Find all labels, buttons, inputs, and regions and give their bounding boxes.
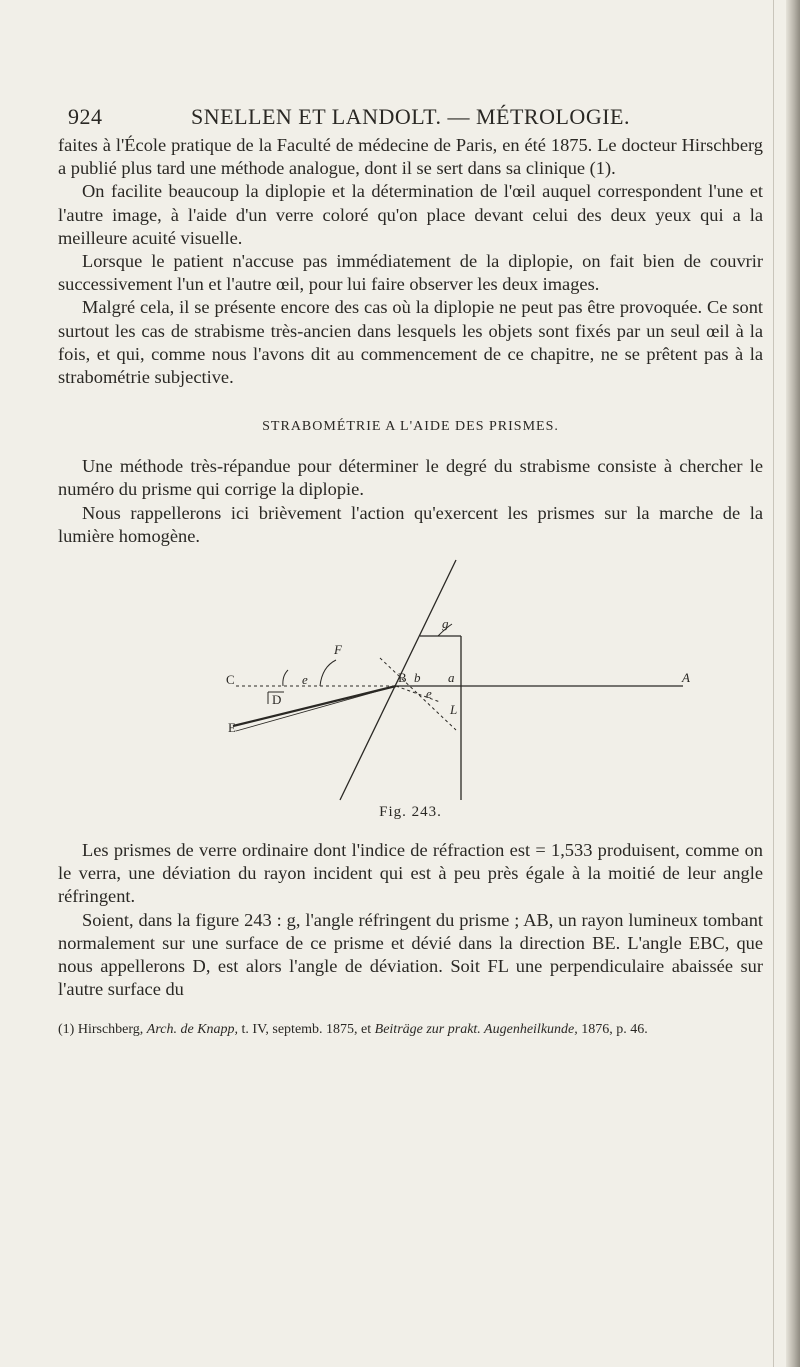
figure-caption: Fig. 243. — [379, 804, 442, 821]
section-title: STRABOMÉTRIE A L'AIDE DES PRISMES. — [262, 419, 559, 435]
paragraph: Soient, dans la figure 243 : g, l'angle réfringent du prisme ; AB, un rayon lumineux tombant normalement sur une surface de ce prisme et dévié dans la direction BE. L'angle EBC, que nous appellerons D, est alors l'angle de déviation. Soit FL une perpendiculaire abaissée sur l'autre surface du — [58, 909, 763, 1000]
paragraph: Malgré cela, il se présente encore des cas où la diplopie ne peut pas être provoquée. Ce sont surtout les cas de strabisme très-ancien dans lesquels les objets sont fixés par un seul œil à la fois, et qui, comme nous l'avons dit au commencement de ce chapitre, ne se prêtent pas à la strabométrie subjective. — [58, 297, 763, 388]
ray-be-thin — [236, 686, 396, 731]
line-e — [396, 686, 440, 702]
footnote-journal2: Beiträge zur prakt. Augenheilkunde, — [374, 1022, 578, 1038]
label-e-left: e — [302, 672, 308, 688]
label-b-lower: b — [414, 670, 421, 686]
paragraph: Les prismes de verre ordinaire dont l'indice de réfraction est = 1,533 produisent, comme on le verra, une déviation du rayon incident qui est à peu près égale à la moitié de leur angle réfringent. — [58, 840, 763, 907]
page — [58, 100, 763, 1038]
running-title: SNELLEN ET LANDOLT. — MÉTROLOGIE. — [191, 104, 630, 129]
label-l: L — [450, 702, 458, 718]
prism-diagram — [58, 554, 763, 804]
label-e-right: e — [426, 686, 432, 702]
footnote-journal: Arch. de Knapp, — [146, 1022, 239, 1038]
paragraph: Lorsque le patient n'accuse pas immédiatement de la diplopie, on fait bien de couvrir successivement l'un et l'autre œil, pour lui faire observer les deux images. — [58, 251, 763, 295]
label-c: C — [226, 672, 235, 688]
label-d: D — [272, 692, 282, 708]
paragraph: faites à l'École pratique de la Faculté de médecine de Paris, en été 1875. Le docteur Hirschberg a publié plus tard une méthode analogue, dont il se sert dans sa clinique (1). — [58, 135, 763, 179]
footnote-author: Hirschberg, — [77, 1022, 144, 1038]
label-g: g — [442, 616, 449, 632]
footnote-ref2: 1876, p. 46. — [581, 1022, 648, 1038]
book-spine-shadow — [786, 0, 800, 1367]
page-edge-line — [773, 0, 774, 1367]
footnote-ref: t. IV, septemb. 1875, et — [241, 1022, 372, 1038]
prism-figure — [58, 554, 763, 804]
label-b-upper: B — [398, 670, 407, 686]
ray-be — [233, 686, 396, 726]
label-e-upper: E — [228, 720, 236, 736]
page-number: 924 — [68, 104, 103, 129]
footnote — [58, 1021, 763, 1038]
label-a-lower: a — [448, 670, 455, 686]
paragraph: Nous rappellerons ici brièvement l'action qu'exercent les prismes sur la marche de la lumière homogène. — [58, 502, 763, 546]
angle-arc-d — [283, 670, 288, 686]
angle-arc-e — [320, 660, 336, 686]
label-f: F — [334, 642, 342, 658]
paragraph: Une méthode très-répandue pour déterminer le degré du strabisme consiste à chercher le numéro du prisme qui corrige la diplopie. — [58, 456, 763, 500]
label-a-upper: A — [682, 670, 690, 686]
footnote-marker: (1) — [58, 1022, 75, 1038]
paragraph: On facilite beaucoup la diplopie et la détermination de l'œil auquel correspondent l'une et l'autre image, à l'aide d'un verre coloré qu'on place devant celui des deux yeux qui a la meilleure acuité visuelle. — [58, 181, 763, 248]
running-header — [58, 100, 763, 134]
